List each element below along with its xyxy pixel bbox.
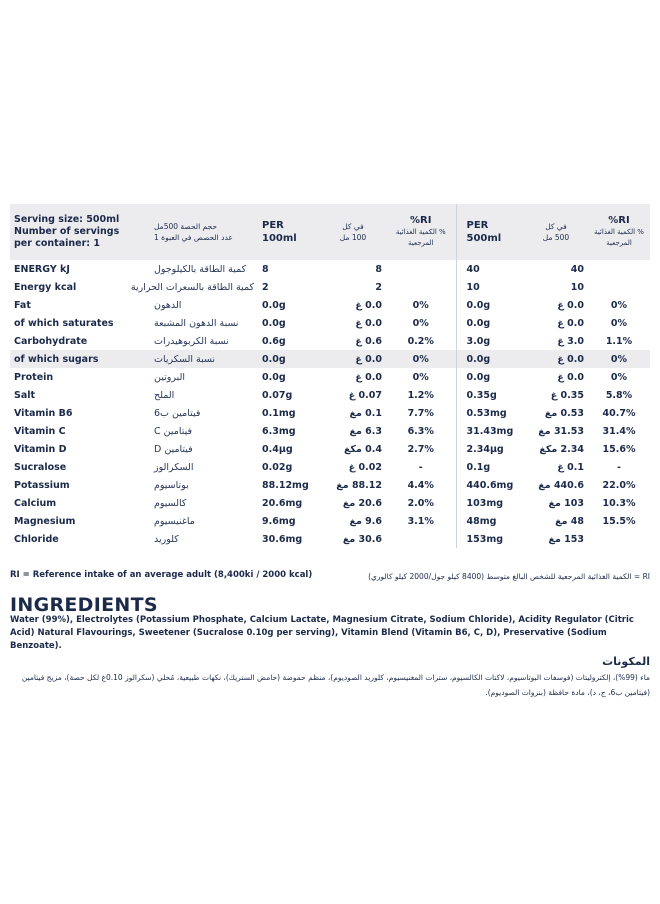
row-value-500-ar: 103 مغ xyxy=(548,497,584,509)
row-value-500-ar: 0.0 غ xyxy=(524,350,588,368)
row-value-100: 88.12mg xyxy=(262,479,309,491)
row-label-ar: كلوريد xyxy=(154,533,179,545)
row-value-100: 0.0g xyxy=(262,371,286,383)
ingredients-title: INGREDIENTS xyxy=(10,594,158,616)
ingredients-title-ar: المكونات xyxy=(602,655,650,668)
row-label-ar: الدهون xyxy=(154,299,182,311)
row-value-500: 440.6mg xyxy=(456,476,524,494)
nutrition-table xyxy=(10,204,650,548)
row-label: Carbohydrate xyxy=(14,335,88,347)
row-label: Calcium xyxy=(14,497,57,509)
row-ri-100: 2.0% xyxy=(407,497,434,509)
row-value-100: 0.0g xyxy=(262,299,286,311)
ri-note-ar: RI = الكمية الغذائية المرجعية للشخص البالغ متوسط (8400 كيلو جول/2000 كيلو كالوري) xyxy=(368,572,650,581)
row-value-100: 8 xyxy=(262,263,269,275)
row-value-500: 153mg xyxy=(456,530,524,548)
row-value-500-ar: 153 مغ xyxy=(548,533,584,545)
row-label: Vitamin D xyxy=(14,443,67,455)
row-value-500-ar: 0.35 غ xyxy=(550,389,584,401)
ingredients-text: Water (99%), Electrolytes (Potassium Phosphate, Calcium Lactate, Magnesium Citrate, Sodium Chloride), Acidity Regulator (Citric Acid) Natural Flavourings, Sweetener (Sucralose 0.10g per serving), Vitamin Blend (Vitamin B6, C, D), Preservative (Sodium Benzoate). xyxy=(10,615,634,651)
row-value-100: 0.0g xyxy=(262,317,286,329)
row-label: Energy kcal xyxy=(14,281,77,293)
row-label-ar: فيتامين ب6 xyxy=(154,407,201,419)
row-value-100-ar: 0.0 غ xyxy=(355,371,382,383)
row-label-ar: كالسيوم xyxy=(154,497,187,509)
header-ri: %RI % الكمية الغذائية المرجعية xyxy=(386,204,456,260)
row-value-500-ar: 440.6 مغ xyxy=(538,479,584,491)
row-label-ar: بوتاسيوم xyxy=(154,479,189,491)
table-row xyxy=(10,404,650,422)
row-value-100-ar: 2 xyxy=(375,281,382,293)
header-per500: PER 500ml xyxy=(456,204,524,260)
row-value-100-ar: 0.0 غ xyxy=(320,350,386,368)
row-ri-500: 0% xyxy=(610,317,628,329)
row-value-500: 0.35g xyxy=(456,386,524,404)
row-value-500-ar: 0.53 مغ xyxy=(544,407,584,419)
row-label: Chloride xyxy=(14,533,59,545)
row-value-100-ar: 30.6 مغ xyxy=(342,533,382,545)
ri-note: RI = Reference intake of an average adult (8,400ki / 2000 kcal) xyxy=(10,570,313,580)
row-value-500-ar: 0.1 غ xyxy=(557,461,584,473)
row-label: Salt xyxy=(14,389,36,401)
row-value-500-ar: 2.34 مكغ xyxy=(539,443,584,455)
row-label: of which saturates xyxy=(14,317,114,329)
row-value-100-ar: 0.0 غ xyxy=(355,299,382,311)
row-value-500: 0.1g xyxy=(456,458,524,476)
row-value-500-ar: 0.0 غ xyxy=(557,299,584,311)
row-value-100: 0.02g xyxy=(262,461,293,473)
row-ri-500: 10.3% xyxy=(602,497,636,509)
row-label: Protein xyxy=(14,371,54,383)
row-label-ar: نسبة الدهون المشبعة xyxy=(154,317,239,329)
row-label: Vitamin C xyxy=(14,425,66,437)
row-value-100: 0.0g xyxy=(258,350,320,368)
table-row xyxy=(10,422,650,440)
row-ri-100: 0.2% xyxy=(407,335,434,347)
row-value-100: 30.6mg xyxy=(262,533,303,545)
row-value-100-ar: 0.07 غ xyxy=(348,389,382,401)
row-value-100-ar: 0.02 غ xyxy=(348,461,382,473)
row-value-100: 6.3mg xyxy=(262,425,296,437)
row-value-100: 0.6g xyxy=(262,335,286,347)
row-ri-500: 0% xyxy=(610,299,628,311)
row-value-100-ar: 0.1 مغ xyxy=(349,407,382,419)
header-per100-ar: في كل 100 مل xyxy=(320,204,386,260)
row-ri-100: - xyxy=(418,461,423,473)
table-row xyxy=(10,440,650,458)
row-value-500: 31.43mg xyxy=(456,422,524,440)
row-ri-500: 15.5% xyxy=(602,515,636,527)
row-ri-100: 0% xyxy=(412,299,429,311)
table-row xyxy=(10,278,650,296)
row-value-500-ar: 40 xyxy=(570,263,584,275)
row-label-ar: البروتين xyxy=(154,371,185,383)
row-ri-500: 31.4% xyxy=(602,425,636,437)
row-value-100: 2 xyxy=(262,281,269,293)
row-ri-100: 4.4% xyxy=(407,479,434,491)
row-value-500: 48mg xyxy=(456,512,524,530)
table-header xyxy=(10,204,650,260)
row-ri-100: 3.1% xyxy=(407,515,434,527)
row-label: of which sugars xyxy=(10,350,150,368)
row-value-500-ar: 31.53 مغ xyxy=(538,425,584,437)
table-row xyxy=(10,512,650,530)
row-ri-100: 7.7% xyxy=(407,407,434,419)
row-value-500-ar: 3.0 غ xyxy=(557,335,584,347)
row-label: ENERGY kJ xyxy=(14,263,70,275)
row-value-100-ar: 0.6 غ xyxy=(355,335,382,347)
row-value-500: 2.34µg xyxy=(456,440,524,458)
row-ri-500: 22.0% xyxy=(602,479,636,491)
row-ri-500 xyxy=(588,260,650,278)
row-label: Potassium xyxy=(14,479,70,491)
row-label-ar: نسبة السكريات xyxy=(150,350,258,368)
row-value-500-ar: 48 مغ xyxy=(555,515,584,527)
row-ri-500: 40.7% xyxy=(602,407,636,419)
header-ri500: %RI % الكمية الغذائية المرجعية xyxy=(588,204,650,260)
row-value-500: 0.0g xyxy=(456,350,524,368)
row-value-100-ar: 0.4 مكغ xyxy=(343,443,382,455)
row-label-ar: الملح xyxy=(154,389,175,401)
row-ri-100: 0% xyxy=(412,371,429,383)
row-label: Sucralose xyxy=(14,461,67,473)
row-label-ar: ماغنيسيوم xyxy=(154,515,195,527)
table-row xyxy=(10,260,650,278)
nutrition-rows xyxy=(10,260,650,548)
row-ri-100 xyxy=(386,260,456,278)
row-value-100-ar: 0.0 غ xyxy=(355,317,382,329)
row-value-500: 0.0g xyxy=(456,368,524,386)
row-value-500: 0.53mg xyxy=(456,404,524,422)
row-ri-500: 5.8% xyxy=(605,389,633,401)
row-ri-500 xyxy=(588,278,650,296)
row-label-ar: السكرالوز xyxy=(154,461,194,473)
table-row xyxy=(10,332,650,350)
row-label: Fat xyxy=(14,299,31,311)
row-ri-100: 0% xyxy=(386,350,456,368)
row-label: Vitamin B6 xyxy=(14,407,73,419)
row-label-ar: نسبة الكربوهيدرات xyxy=(154,335,229,347)
row-value-100-ar: 88.12 مغ xyxy=(336,479,382,491)
row-ri-100: 1.2% xyxy=(407,389,434,401)
row-label-ar: كمية الطاقة بالسعرات الحرارية xyxy=(130,281,254,293)
row-value-100: 0.1mg xyxy=(262,407,296,419)
row-ri-500: 0% xyxy=(610,371,628,383)
row-ri-500 xyxy=(588,530,650,548)
nutrition-panel xyxy=(10,204,650,548)
row-ri-100: 0% xyxy=(412,317,429,329)
row-value-500: 103mg xyxy=(456,494,524,512)
header-serving-ar: حجم الحصة 500مل عدد الحصص في العبوة 1 xyxy=(150,204,258,260)
row-value-100-ar: 8 xyxy=(375,263,382,275)
table-row xyxy=(10,296,650,314)
header-serving: Serving size: 500ml Number of servings per container: 1 xyxy=(10,204,150,260)
row-value-100-ar: 6.3 مغ xyxy=(349,425,382,437)
table-row xyxy=(10,494,650,512)
row-value-100: 20.6mg xyxy=(262,497,303,509)
row-value-100-ar: 20.6 مغ xyxy=(342,497,382,509)
table-row xyxy=(10,314,650,332)
table-row xyxy=(10,350,650,368)
row-value-500: 40 xyxy=(456,260,524,278)
row-value-500: 0.0g xyxy=(456,314,524,332)
row-ri-500: 0% xyxy=(588,350,650,368)
row-value-500-ar: 0.0 غ xyxy=(557,371,584,383)
row-value-500: 0.0g xyxy=(456,296,524,314)
row-label-ar: كمية الطاقة بالكيلوجول xyxy=(154,263,247,275)
table-row xyxy=(10,458,650,476)
row-ri-100: 2.7% xyxy=(407,443,434,455)
row-value-500: 10 xyxy=(456,278,524,296)
header-per100: PER 100ml xyxy=(258,204,320,260)
row-value-500-ar: 10 xyxy=(570,281,584,293)
row-value-500-ar: 0.0 غ xyxy=(557,317,584,329)
table-row xyxy=(10,386,650,404)
row-value-100: 0.4µg xyxy=(262,443,293,455)
table-row xyxy=(10,368,650,386)
row-value-500: 3.0g xyxy=(456,332,524,350)
row-value-100: 9.6mg xyxy=(262,515,296,527)
row-ri-100 xyxy=(386,278,456,296)
row-label-ar: فيتامين D xyxy=(154,443,193,455)
row-value-100: 0.07g xyxy=(262,389,293,401)
row-value-100-ar: 9.6 مغ xyxy=(349,515,382,527)
row-ri-100: 6.3% xyxy=(407,425,434,437)
ingredients-text-ar: ماء (99%)، إلكتروليتات (فوسفات البوتاسيوم، لاكتات الكالسيوم، سترات المغنيسيوم، كلوريد الصوديوم)، منظم حموضة (حامض الستريك)، نكهات طبيعية، مُحلي (سكرالوز 0.10غ لكل حصة)، مزيج فيتامين (فيتامين ب6، ج، د)، مادة حافظة (بنزوات الصوديوم). xyxy=(21,673,650,697)
row-ri-100 xyxy=(386,530,456,548)
row-ri-500: 15.6% xyxy=(602,443,636,455)
row-ri-500: - xyxy=(617,461,621,473)
table-row xyxy=(10,530,650,548)
row-ri-500: 1.1% xyxy=(605,335,633,347)
table-row xyxy=(10,476,650,494)
row-label: Magnesium xyxy=(14,515,76,527)
header-per500-ar: في كل 500 مل xyxy=(524,204,588,260)
row-label-ar: فيتامين C xyxy=(154,425,193,437)
